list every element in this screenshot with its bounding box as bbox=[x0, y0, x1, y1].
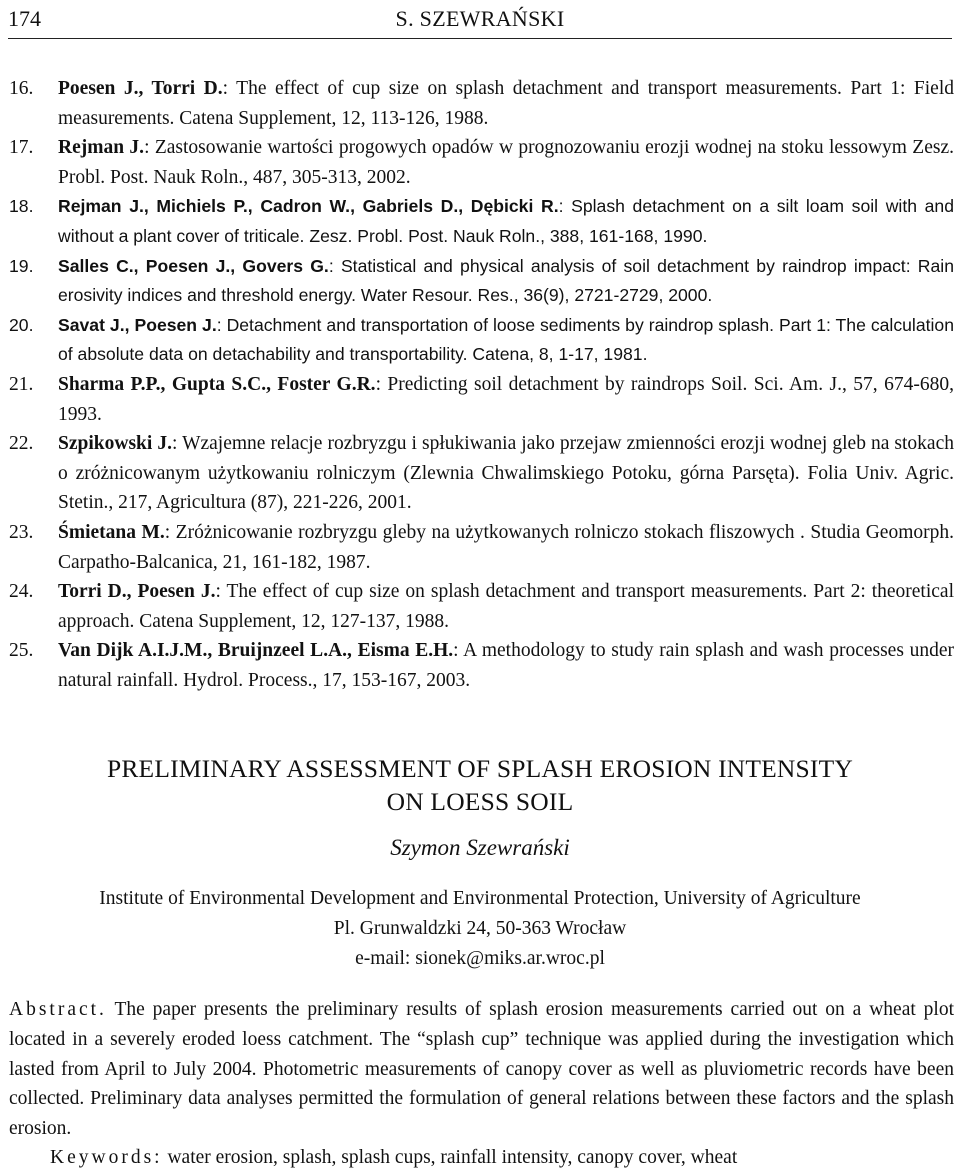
author-email: e-mail: sionek@miks.ar.wroc.pl bbox=[355, 948, 605, 969]
reference-authors: Rejman J. bbox=[58, 137, 145, 159]
reference-text bbox=[58, 370, 954, 429]
reference-authors: Rejman J., Michiels P., Cadron W., Gabriels D., Dębicki R. bbox=[58, 196, 559, 217]
reference-item bbox=[9, 636, 954, 695]
keywords bbox=[50, 1143, 954, 1172]
reference-item bbox=[9, 192, 954, 251]
reference-number: 19. bbox=[9, 255, 34, 276]
reference-authors: Szpikowski J. bbox=[58, 433, 172, 455]
reference-number: 20. bbox=[9, 314, 34, 335]
reference-item bbox=[9, 74, 954, 133]
reference-number: 17. bbox=[9, 137, 34, 159]
reference-details: : Predicting soil detachment by raindrops Soil. Sci. Am. J., 57, 674-680, 1993. bbox=[58, 373, 954, 425]
reference-list bbox=[9, 74, 954, 695]
reference-details: : Zastosowanie wartości progowych opadów w prognozowaniu erozji wodnej na stoku lessowym Zesz. Probl. Post. Nauk Roln., 487, 305-313, 2002. bbox=[58, 137, 954, 188]
reference-details: : Detachment and transportation of loose sediments by raindrop splash. Part 1: The calculation of absolute data on detachability and transportability. Catena, 8, 1-17, 1981. bbox=[58, 314, 954, 365]
keywords-label: Keywords: bbox=[50, 1147, 163, 1168]
reference-details: : Wzajemne relacje rozbryzgu i spłukiwania jako przejaw zmienności erozji wodnej gleb na stokach o zróżnicowanym użytkowaniu rolniczym (Zlewnia Chwalimskiego Potoku, górna Parsęta). Folia Univ. Agric. Stetin., 217, Agricultura (87), 221-226, 2001. bbox=[58, 433, 954, 514]
reference-text bbox=[58, 429, 954, 518]
reference-number: 22. bbox=[9, 433, 34, 455]
abstract-text: The paper presents the preliminary results of splash erosion measurements carried out on a wheat plot located in a severely eroded loess catchment. The “splash cup” technique was applied during the investigation which lasted from April to July 2004. Photometric measurements of canopy cover as well as pluviometric records have been collected. Preliminary data analyses permitted the formulation of general relations between these factors and the splash erosion. bbox=[9, 999, 954, 1140]
page-header bbox=[8, 4, 952, 39]
keywords-text: water erosion, splash, splash cups, rainfall intensity, canopy cover, wheat bbox=[162, 1147, 738, 1168]
affiliation-institute: Institute of Environmental Development and Environmental Protection, University of Agriculture bbox=[99, 888, 861, 909]
reference-item bbox=[9, 577, 954, 636]
reference-details: : Statistical and physical analysis of soil detachment by raindrop impact: Rain erosivity indices and threshold energy. Water Resour. Res., 36(9), 2721-2729, 2000. bbox=[58, 255, 954, 306]
reference-text bbox=[58, 636, 954, 695]
article-title bbox=[0, 752, 960, 818]
running-head: S. SZEWRAŃSKI bbox=[395, 6, 565, 31]
reference-text bbox=[58, 311, 954, 370]
reference-authors: Salles C., Poesen J., Govers G. bbox=[58, 255, 329, 276]
abstract bbox=[9, 995, 954, 1144]
reference-item bbox=[9, 429, 954, 518]
article-title-line: PRELIMINARY ASSESSMENT OF SPLASH EROSION INTENSITY bbox=[106, 754, 854, 783]
reference-authors: Torri D., Poesen J. bbox=[58, 581, 216, 603]
article-title-line: ON LOESS SOIL bbox=[386, 787, 574, 816]
reference-details: : Zróżnicowanie rozbryzgu gleby na użytkowanych rolniczo stokach fliszowych . Studia Geomorph. Carpatho-Balcanica, 21, 161-182, 1987. bbox=[58, 521, 955, 573]
reference-number: 25. bbox=[9, 640, 34, 662]
article-heading bbox=[0, 752, 960, 974]
reference-authors: Van Dijk A.I.J.M., Bruijnzeel L.A., Eisma E.H. bbox=[58, 640, 454, 662]
reference-authors: Poesen J., Torri D. bbox=[58, 78, 223, 99]
reference-item bbox=[9, 252, 954, 311]
reference-text bbox=[58, 192, 954, 251]
affiliation-address: Pl. Grunwaldzki 24, 50-363 Wrocław bbox=[333, 918, 627, 939]
page-number: 174 bbox=[8, 6, 41, 31]
reference-item bbox=[9, 518, 954, 577]
reference-authors: Sharma P.P., Gupta S.C., Foster G.R. bbox=[58, 373, 376, 395]
reference-details: : A methodology to study rain splash and wash processes under natural rainfall. Hydrol. Process., 17, 153-167, 2003. bbox=[58, 640, 954, 691]
reference-text bbox=[58, 518, 954, 577]
reference-number: 18. bbox=[9, 196, 34, 217]
reference-text bbox=[58, 74, 954, 133]
reference-item bbox=[9, 133, 954, 192]
reference-text bbox=[58, 577, 954, 636]
author-affiliation bbox=[0, 884, 960, 974]
reference-number: 23. bbox=[9, 521, 34, 543]
reference-item bbox=[9, 370, 954, 429]
reference-number: 21. bbox=[9, 373, 34, 395]
reference-number: 24. bbox=[9, 581, 34, 603]
abstract-label: Abstract. bbox=[9, 999, 107, 1020]
reference-text bbox=[58, 252, 954, 311]
reference-authors: Śmietana M. bbox=[58, 521, 165, 543]
reference-authors: Savat J., Poesen J. bbox=[58, 314, 217, 335]
reference-details: : Splash detachment on a silt loam soil with and without a plant cover of triticale. Zesz. Probl. Post. Nauk Roln., 388, 161-168, 1990. bbox=[58, 196, 954, 246]
reference-number: 16. bbox=[9, 78, 34, 99]
reference-details: : The effect of cup size on splash detachment and transport measurements. Part 1: Field measurements. Catena Supplement, 12, 113-126, 1988. bbox=[58, 78, 954, 129]
article-author: Szymon Szewrański bbox=[390, 835, 570, 860]
reference-text bbox=[58, 133, 954, 192]
reference-item bbox=[9, 311, 954, 370]
reference-details: : The effect of cup size on splash detachment and transport measurements. Part 2: theoretical approach. Catena Supplement, 12, 127-137, 1988. bbox=[58, 581, 954, 632]
